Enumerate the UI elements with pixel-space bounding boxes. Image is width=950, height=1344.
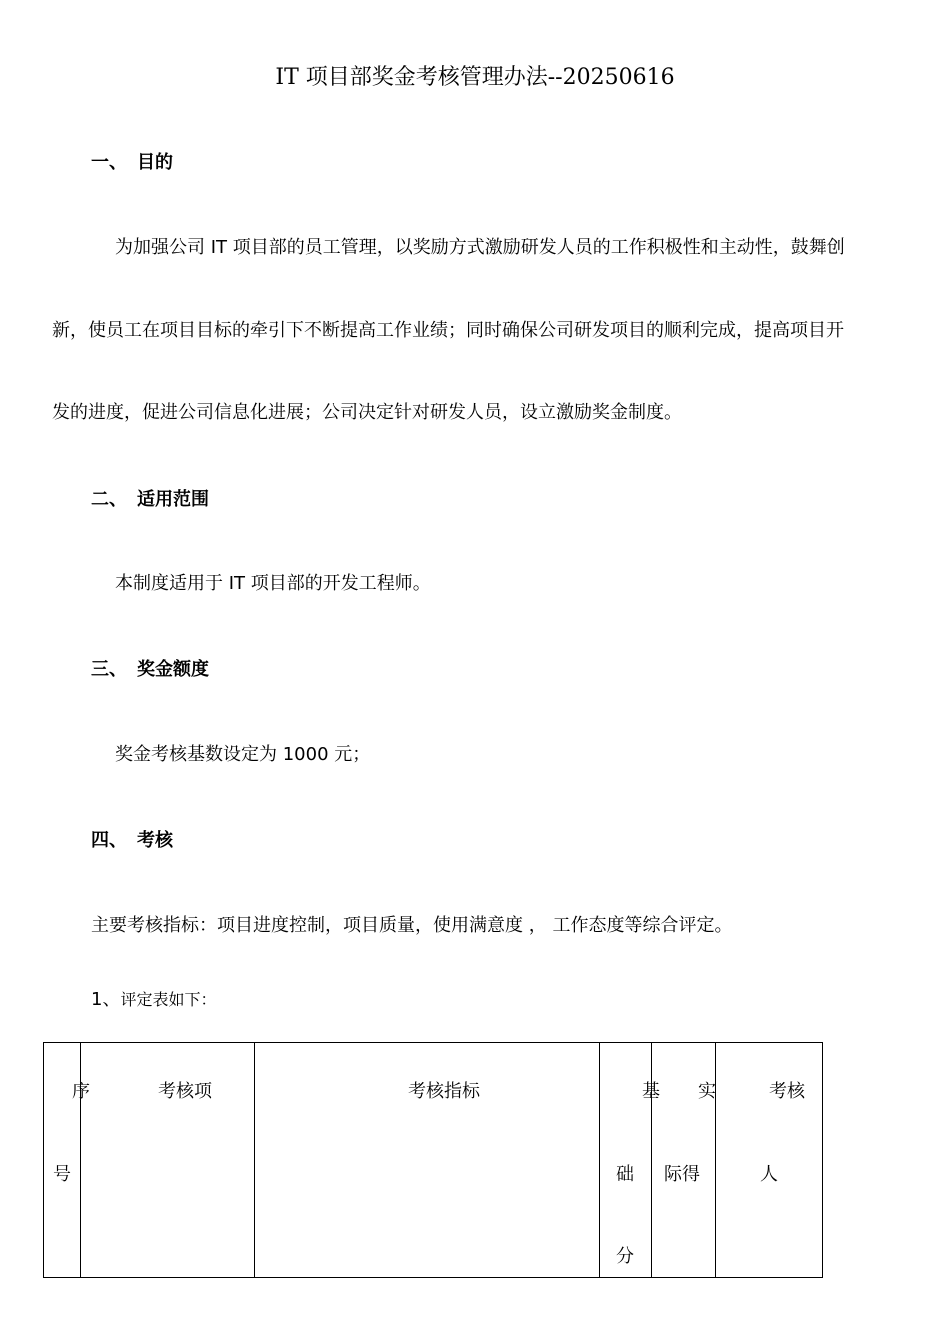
section-3-heading xyxy=(91,655,209,681)
header-indicator: 考核指标 xyxy=(408,1081,480,1102)
header-base-part3: 分 xyxy=(616,1246,634,1267)
section-1-title: 目的 xyxy=(137,152,173,173)
section-1-line-2: 新，使员工在项目目标的牵引下不断提高工作业绩；同时确保公司研发项目的顺利完成，提高项目开 xyxy=(52,320,844,341)
section-3-line-1: 奖金考核基数设定为 1000 元； xyxy=(115,744,371,765)
header-assessor-part1: 考核 xyxy=(769,1081,805,1102)
section-3-number: 三、 xyxy=(91,659,127,680)
section-1-heading xyxy=(91,148,173,174)
section-2-number: 二、 xyxy=(91,489,127,510)
header-base-part2: 础 xyxy=(616,1164,634,1185)
table-intro xyxy=(91,985,216,1011)
header-actual-part2: 际得 xyxy=(664,1164,700,1185)
section-3-title: 奖金额度 xyxy=(137,659,209,680)
section-4-line-1: 主要考核指标：项目进度控制，项目质量，使用满意度 ， 工作态度等综合评定。 xyxy=(91,915,733,936)
header-base-part1: 基 xyxy=(642,1081,660,1102)
table-intro-number: 1、 xyxy=(91,989,121,1010)
header-assessor-part2: 人 xyxy=(760,1164,778,1185)
section-2-line-1: 本制度适用于 IT 项目部的开发工程师。 xyxy=(115,573,431,594)
page-title: IT 项目部奖金考核管理办法--20250616 xyxy=(275,65,675,90)
section-4-number: 四、 xyxy=(91,830,127,851)
section-4-title: 考核 xyxy=(137,830,173,851)
header-seq-part1: 序 xyxy=(72,1081,90,1102)
evaluation-table xyxy=(43,1042,823,1278)
section-1-line-1: 为加强公司 IT 项目部的员工管理，以奖励方式激励研发人员的工作积极性和主动性，鼓舞创 xyxy=(115,237,845,258)
header-actual-part1: 实 xyxy=(698,1081,716,1102)
section-2-title: 适用范围 xyxy=(137,489,209,510)
section-1-line-3: 发的进度，促进公司信息化进展；公司决定针对研发人员，设立激励奖金制度。 xyxy=(52,402,682,423)
table-divider xyxy=(254,1043,255,1277)
header-seq-part2: 号 xyxy=(53,1164,71,1185)
table-intro-text: 评定表如下： xyxy=(120,990,217,1009)
section-2-heading xyxy=(91,485,209,511)
section-4-heading xyxy=(91,826,173,852)
section-1-number: 一、 xyxy=(91,152,127,173)
header-item: 考核项 xyxy=(158,1081,212,1102)
table-divider xyxy=(599,1043,600,1277)
